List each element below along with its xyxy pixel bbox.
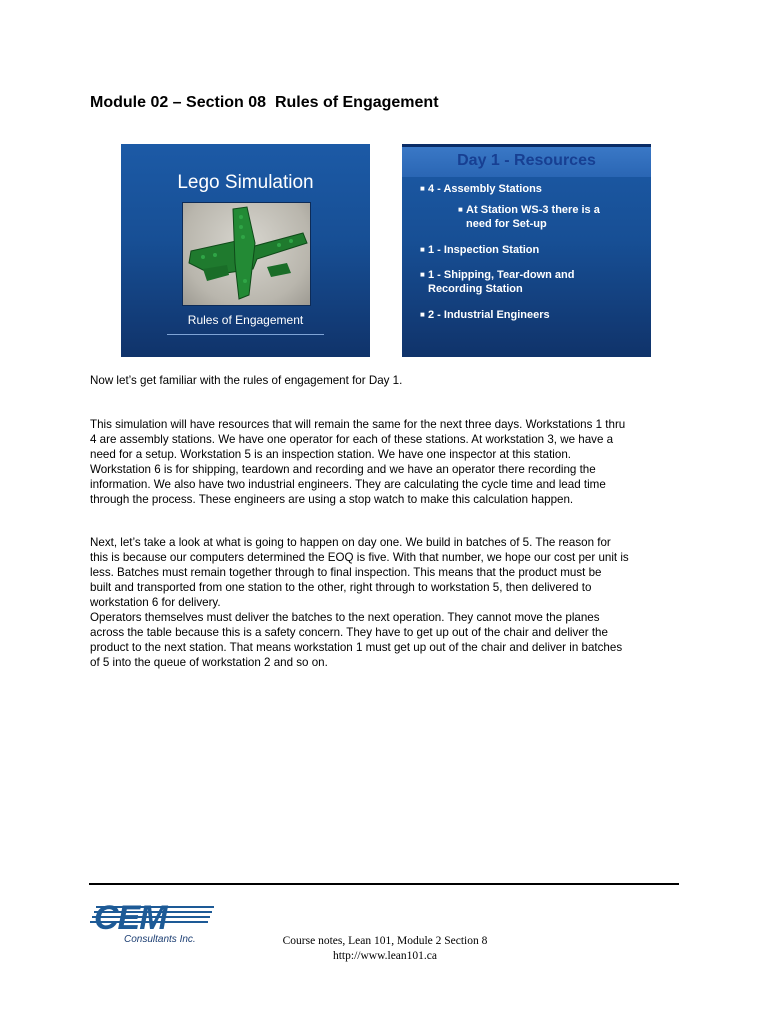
- lego-plane-photo: [182, 202, 311, 306]
- resource-item: ■ 2 - Industrial Engineers: [420, 309, 550, 321]
- bullet-icon: ■: [420, 310, 425, 319]
- resource-item: ■ 1 - Shipping, Tear-down and Recording Station: [420, 269, 575, 295]
- bullet-icon: ■: [458, 205, 463, 214]
- slide-divider: [167, 334, 324, 335]
- resource-subitem: ■ At Station WS-3 there is a need for Set-up: [458, 204, 600, 230]
- footer-divider: [89, 883, 679, 885]
- slide-top-bar: [402, 144, 651, 147]
- slide-subtitle: Rules of Engagement: [187, 313, 304, 327]
- bullet-icon: ■: [420, 245, 425, 254]
- slide-title: Lego Simulation: [177, 172, 314, 193]
- cem-logo: [90, 896, 220, 946]
- resource-item: ■ 1 - Inspection Station: [420, 244, 540, 256]
- footer-url-link[interactable]: http://www.lean101.ca: [332, 950, 437, 962]
- slide-day1-resources: [402, 144, 651, 357]
- lego-plane-illustration: [183, 203, 310, 305]
- resources-paragraph: This simulation will have resources that will remain the same for the next three days. Workstations 1 thru 4 are assembly stations. We have one operator for each of these stations. At workstation 3, we have a need for a setup. Workstation 5 is an inspection station. We have one inspector at this station. Workstation 6 is for shipping, teardown and recording and we have an operator there recording the information. We also have two industrial engineers. They are calculating the cycle time and lead time through the process. These engineers are using a stop watch to make this calculation happen.: [90, 418, 626, 506]
- bullet-icon: ■: [420, 270, 425, 279]
- day-one-paragraph: Next, let’s take a look at what is going to happen on day one. We build in batches of 5. The reason for this is because our computers determined the EOQ is five. With that number, we hope our cost per unit is less. Batches must remain together through to final inspection. This means that the product must be built and transported from one station to the other, right through to workstation 5, then delivered to workstation 6 for delivery. Operators themselves must deliver the batches to the next operation. They cannot move the planes across the table because this is a safety concern. They have to get up out of the chair and deliver the product to the next station. That means workstation 1 must get up out of the chair and deliver in batches of 5 into the queue of workstation 2 and so on.: [90, 536, 629, 669]
- bullet-icon: ■: [420, 184, 425, 193]
- resource-item: ■ 4 - Assembly Stations: [420, 183, 542, 195]
- svg-text:CEM: CEM: [94, 899, 167, 937]
- footer-course-notes: Course notes, Lean 101, Module 2 Section 8: [282, 935, 488, 947]
- svg-text:Consultants Inc.: Consultants Inc.: [124, 934, 196, 945]
- slide-lego-simulation: [121, 144, 370, 357]
- page-heading: Module 02 – Section 08 Rules of Engagement: [90, 94, 439, 111]
- slide-title: Day 1 - Resources: [457, 152, 596, 169]
- intro-paragraph: Now let’s get familiar with the rules of engagement for Day 1.: [90, 374, 403, 387]
